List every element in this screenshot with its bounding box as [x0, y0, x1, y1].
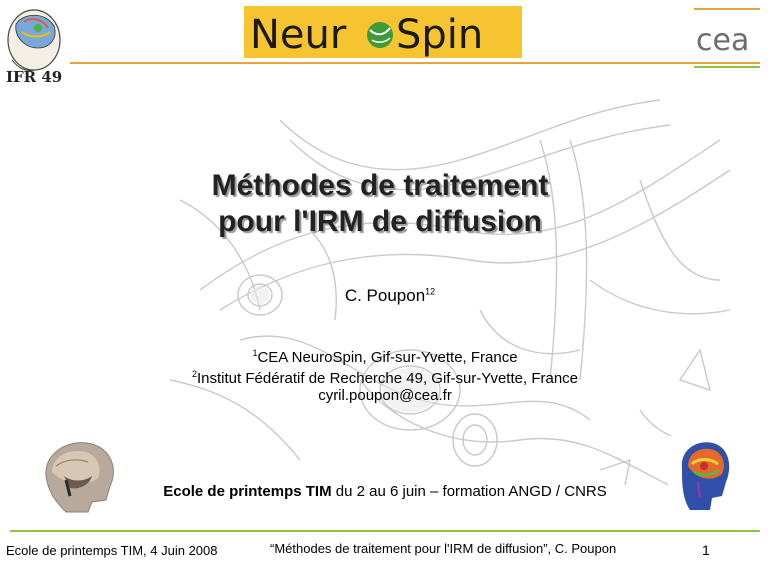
cea-logo: [690, 8, 762, 70]
slide-title-line2: pour l'IRM de diffusion: [218, 205, 542, 238]
affiliation-2: [120, 366, 650, 387]
neurospin-logo: [244, 6, 522, 58]
affiliation-2-ref: 2: [191, 369, 197, 379]
footer-divider: [10, 530, 760, 532]
page-number: 1: [702, 542, 710, 558]
ifr49-logo-text: IFR 49: [6, 68, 63, 86]
head-mri-left-image: [36, 436, 122, 514]
affiliation-1-text: CEA NeuroSpin, Gif-sur-Yvette, France: [257, 349, 518, 366]
affiliations: [120, 345, 650, 404]
affiliation-1-ref: 1: [252, 348, 258, 358]
footer-left: Ecole de printemps TIM, 4 Juin 2008: [6, 543, 218, 558]
footer-center: “Méthodes de traitement pour l'IRM de diffusion”, C. Poupon: [270, 541, 617, 556]
author-name: C. Poupon: [344, 286, 426, 305]
neurospin-logo-text-b: Spin: [396, 12, 484, 58]
neurospin-logo-text-a: Neur: [250, 12, 347, 58]
slide-title-line1: Méthodes de traitement: [211, 169, 549, 202]
header-divider: [70, 62, 760, 64]
author-email: cyril.poupon@cea.fr: [318, 387, 452, 404]
slide-title: [100, 168, 660, 240]
head-mri-right-image: [668, 436, 736, 512]
author-affiliation-refs: 12: [425, 286, 436, 297]
cea-rule-bottom: [694, 66, 760, 68]
ifr49-logo: [4, 4, 64, 86]
affiliation-1: [120, 345, 650, 366]
event-details: du 2 au 6 juin – formation ANGD / CNRS: [331, 483, 607, 500]
affiliation-2-text: Institut Fédératif de Recherche 49, Gif-sur-Yvette, France: [197, 370, 579, 387]
author: [290, 286, 490, 306]
cea-logo-text: cea: [696, 23, 750, 58]
event-line: [100, 483, 670, 500]
event-name: Ecole de printemps TIM: [163, 483, 332, 500]
